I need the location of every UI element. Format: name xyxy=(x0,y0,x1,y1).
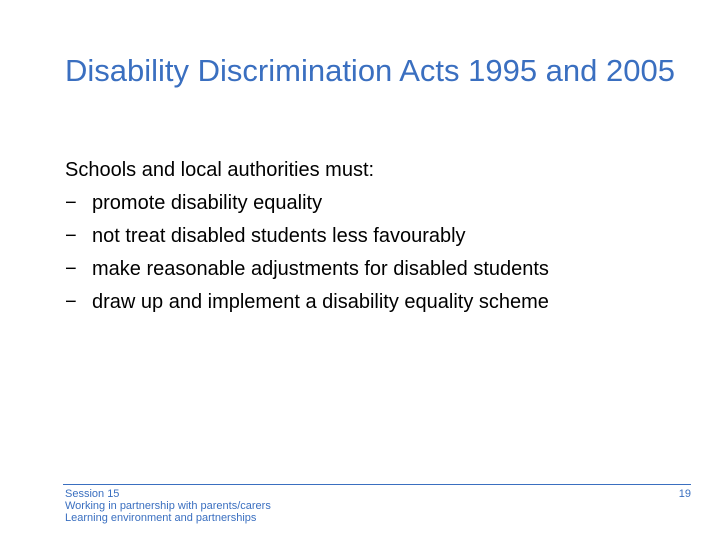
footer-course-line-2: Learning environment and partnerships xyxy=(65,512,257,524)
slide-body xyxy=(65,154,715,319)
bullet-item xyxy=(65,253,715,286)
bullet-item xyxy=(65,220,715,253)
slide-footer xyxy=(65,488,691,524)
bullet-marker: − xyxy=(65,291,77,313)
bullet-marker: − xyxy=(65,258,77,280)
bullet-list xyxy=(65,187,715,319)
bullet-text: not treat disabled students less favourably xyxy=(92,225,466,247)
bullet-text: draw up and implement a disability equality scheme xyxy=(92,291,549,313)
bullet-text: make reasonable adjustments for disabled students xyxy=(92,258,549,280)
footer-session: Session 15 xyxy=(65,488,120,500)
intro-text: Schools and local authorities must: xyxy=(65,159,375,181)
bullet-marker: − xyxy=(65,225,77,247)
bullet-item xyxy=(65,187,715,220)
bullet-item xyxy=(65,286,715,319)
bullet-text: promote disability equality xyxy=(92,192,323,214)
footer-divider xyxy=(63,484,691,485)
slide-title: Disability Discrimination Acts 1995 and 2005 xyxy=(65,53,675,88)
page-number: 19 xyxy=(678,488,691,500)
bullet-marker: − xyxy=(65,192,77,214)
footer-course-line-1: Working in partnership with parents/carers xyxy=(65,500,271,512)
